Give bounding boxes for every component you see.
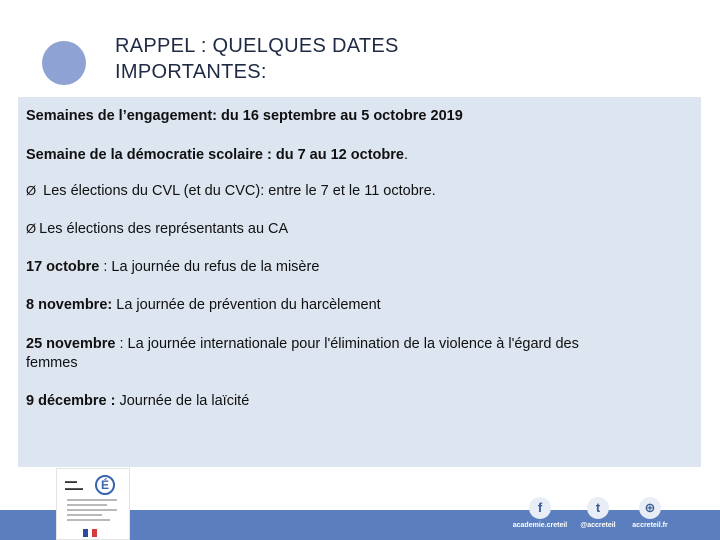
- harcelement-line: [26, 296, 381, 315]
- twitter-label: @accreteil: [580, 522, 616, 529]
- misere-date: 17 octobre: [26, 259, 100, 275]
- website-label: accreteil.fr: [632, 522, 668, 529]
- misere-text: : La journée du refus de la misère: [99, 259, 320, 275]
- laicite-date: 9 décembre :: [26, 393, 116, 409]
- french-flag-icon: [83, 529, 97, 537]
- democratie-text: Semaine de la démocratie scolaire : du 7 au 12 octobre: [26, 147, 404, 163]
- website-link[interactable]: [620, 497, 680, 529]
- website-icon: ⊕: [639, 497, 661, 519]
- ca-text: Les élections des représentants au CA: [39, 221, 289, 237]
- title-line-1: RAPPEL : QUELQUES DATES: [115, 35, 399, 57]
- engagement-line: [26, 107, 463, 126]
- logo-e-icon: É: [95, 475, 115, 495]
- violence-text: : La journée internationale pour l'élimination de la violence à l'égard des: [115, 336, 579, 352]
- laicite-text: Journée de la laïcité: [115, 393, 250, 409]
- decorative-bullet-circle: [42, 41, 86, 85]
- laicite-line: [26, 392, 249, 411]
- ca-line: [26, 219, 288, 239]
- violence-text-2: femmes: [26, 355, 78, 371]
- content-box: [18, 97, 701, 467]
- facebook-icon: f: [529, 497, 551, 519]
- violence-date: 25 novembre: [26, 336, 116, 352]
- logo-lettering: ▬▬ ▬▬▬: [65, 479, 83, 492]
- facebook-link[interactable]: [510, 497, 570, 529]
- cvl-line: [26, 181, 436, 201]
- arrow-bullet-icon: Ø: [26, 183, 37, 198]
- democratie-period: .: [403, 147, 408, 163]
- misere-line: [26, 258, 319, 277]
- logo-text-lines: [67, 499, 117, 524]
- academy-logo: [56, 468, 130, 540]
- violence-line: [26, 335, 579, 373]
- harcelement-date: 8 novembre:: [26, 297, 113, 313]
- cvl-text: Les élections du CVL (et du CVC): entre le 7 et le 11 octobre.: [43, 183, 436, 199]
- arrow-bullet-icon: Ø: [26, 221, 37, 236]
- harcelement-text: La journée de prévention du harcèlement: [112, 297, 381, 313]
- facebook-label: academie.creteil: [512, 522, 568, 529]
- twitter-link[interactable]: [568, 497, 628, 529]
- twitter-icon: t: [587, 497, 609, 519]
- slide-title: [115, 33, 635, 85]
- title-line-2: IMPORTANTES:: [115, 61, 267, 83]
- engagement-text: Semaines de l’engagement: du 16 septembre au 5 octobre 2019: [26, 108, 463, 124]
- democratie-line: [26, 146, 408, 165]
